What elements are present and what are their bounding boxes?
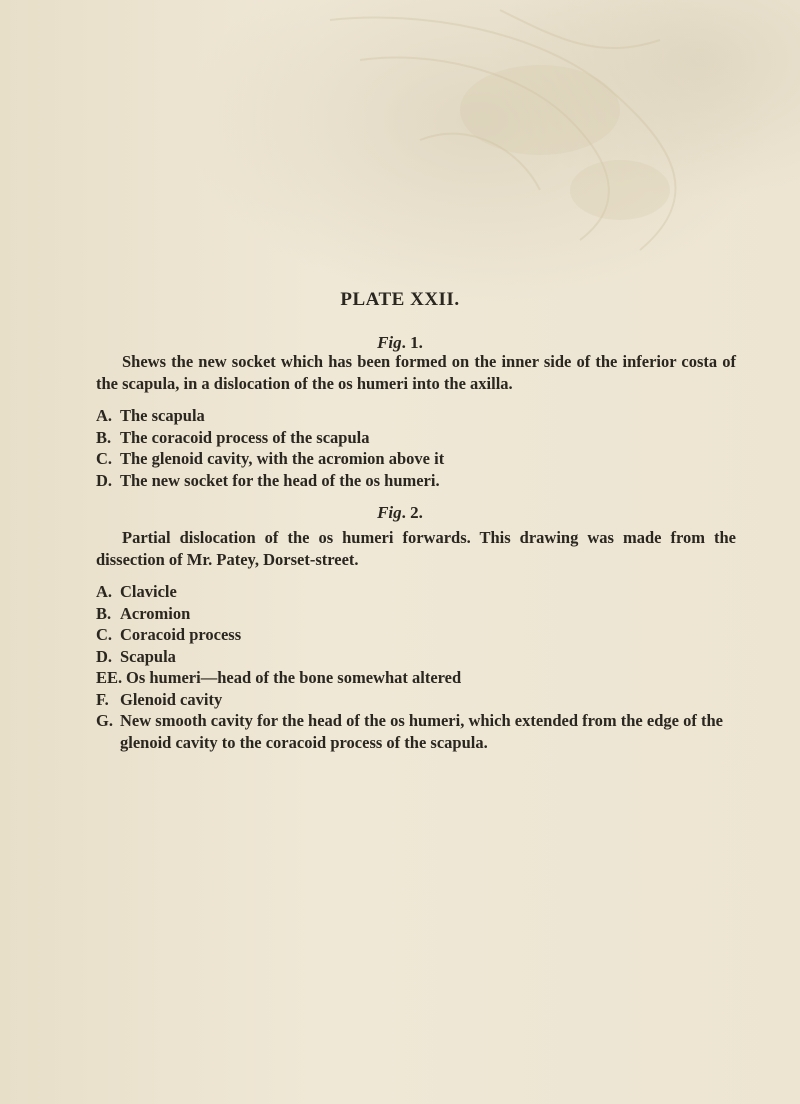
legend-text: The glenoid cavity, with the acromion above it (120, 449, 445, 468)
legend-item (96, 667, 736, 689)
fig-2-label: Fig (377, 503, 402, 522)
fig-2-heading (0, 503, 800, 523)
legend-letter: C. (96, 625, 113, 644)
legend-letter: F. (96, 689, 109, 709)
legend-letter: B. (96, 603, 112, 623)
show-through-illustration (0, 0, 800, 280)
legend-item (96, 470, 736, 492)
legend-item (96, 646, 736, 668)
legend-item (96, 427, 736, 449)
fig-1-number: . 1. (401, 333, 423, 352)
legend-item (96, 603, 736, 625)
legend-item (96, 710, 736, 753)
legend-text: Coracoid process (120, 625, 242, 644)
legend-text: Acromion (120, 603, 191, 623)
legend-text: Glenoid cavity (120, 689, 223, 709)
legend-text: The scapula (120, 406, 205, 425)
legend-letter: B. (96, 427, 112, 447)
fig-1-legend (96, 405, 736, 491)
legend-item (96, 448, 736, 470)
legend-letter: EE. (96, 668, 123, 687)
fig-1-heading (0, 333, 800, 353)
legend-letter: C. (96, 449, 113, 468)
legend-item (96, 624, 736, 646)
legend-letter: A. (96, 406, 113, 425)
legend-letter: A. (96, 582, 113, 601)
legend-item (96, 581, 736, 603)
legend-letter: D. (96, 470, 113, 490)
fig-2-legend (96, 581, 736, 753)
fig-2-number: . 2. (401, 503, 423, 522)
legend-text: Clavicle (120, 582, 177, 601)
fig-1-label: Fig (377, 333, 402, 352)
legend-text: The coracoid process of the scapula (120, 427, 370, 447)
legend-text: The new socket for the head of the os humeri. (120, 470, 440, 490)
legend-text: Scapula (120, 646, 176, 666)
fig-2-description: Partial dislocation of the os humeri forwards. This drawing was made from the dissection of Mr. Patey, Dorset-street. (96, 528, 736, 569)
legend-letter: G. (96, 711, 113, 730)
plate-title: PLATE XXII. (340, 289, 460, 310)
legend-text: New smooth cavity for the head of the os humeri, which extended from the edge of the glenoid cavity to the coracoid process of the scapula. (120, 711, 723, 752)
legend-item (96, 689, 736, 711)
fig-1-description: Shews the new socket which has been formed on the inner side of the inferior costa of the scapula, in a dislocation of the os humeri into the axilla. (96, 352, 736, 393)
legend-text: Os humeri—head of the bone somewhat altered (126, 668, 462, 687)
legend-letter: D. (96, 646, 113, 666)
legend-item (96, 405, 736, 427)
